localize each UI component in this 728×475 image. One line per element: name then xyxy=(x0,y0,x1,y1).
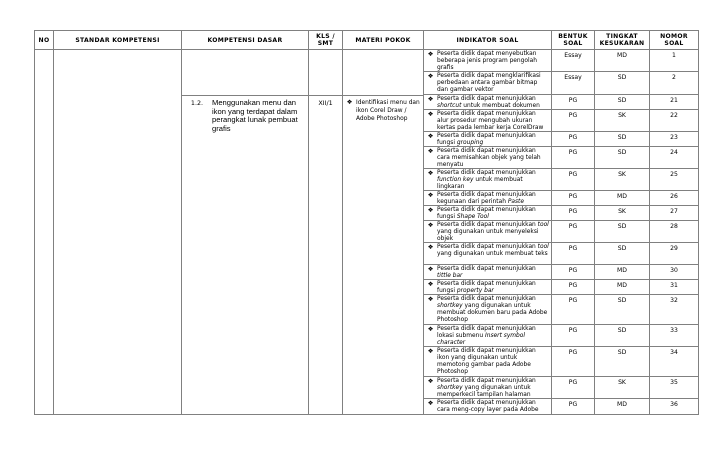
header-kls-line2: SMT xyxy=(317,40,334,47)
kompetensi-dasar-block xyxy=(182,95,308,133)
indikator-text xyxy=(437,206,551,220)
indikator-row xyxy=(424,206,551,221)
nomor-soal-value: 25 xyxy=(650,169,698,191)
indikator-text xyxy=(437,110,551,131)
indikator-text xyxy=(437,243,551,264)
header-bentuk-soal xyxy=(552,31,595,50)
diamond-bullet-icon: ❖ xyxy=(427,348,434,355)
nomor-soal-value: 1 xyxy=(650,50,698,72)
indikator-text-part: Peserta didik dapat menunjukkan alur prosedur mengubah ukuran kertas pada lembar kerja CorelDraw xyxy=(437,111,544,131)
indikator-text-part: Peserta didik dapat menunjukkan xyxy=(437,170,536,176)
diamond-bullet-icon: ❖ xyxy=(427,207,434,214)
bentuk-soal-value: PG xyxy=(552,221,594,243)
header-nomor-soal xyxy=(650,31,699,50)
tingkat-kesukaran-value: SD xyxy=(595,295,649,325)
nomor-soal-value: 23 xyxy=(650,132,698,147)
bentuk-soal-value: PG xyxy=(552,243,594,265)
standar-kompetensi-cell xyxy=(54,50,182,415)
indikator-italic-term: Insert symbol character xyxy=(437,333,526,346)
kompetensi-dasar-cell xyxy=(182,50,309,415)
indikator-italic-term: shortkey xyxy=(437,385,463,392)
tingkat-kesukaran-value: SD xyxy=(595,347,649,377)
indikator-soal-cell xyxy=(424,50,552,415)
diamond-bullet-icon: ❖ xyxy=(427,296,434,303)
header-row xyxy=(35,31,699,50)
indikator-text-part: Peserta didik dapat menunjukkan fungsi xyxy=(437,133,536,146)
indikator-text xyxy=(437,191,551,205)
indikator-row xyxy=(424,377,551,399)
diamond-bullet-icon: ❖ xyxy=(427,111,434,118)
diamond-bullet-icon: ❖ xyxy=(427,51,434,58)
kompetensi-dasar-number: 1.2. xyxy=(190,99,204,107)
indikator-row xyxy=(424,169,551,191)
indikator-row xyxy=(424,280,551,295)
diamond-bullet-icon: ❖ xyxy=(427,266,434,273)
kls-top-block xyxy=(309,50,342,95)
header-nomor-line1: NOMOR xyxy=(660,33,688,40)
bentuk-soal-value: PG xyxy=(552,347,594,377)
tingkat-list xyxy=(595,50,649,414)
tingkat-kesukaran-value: SD xyxy=(595,325,649,347)
header-nomor-line2: SOAL xyxy=(664,40,684,47)
bentuk-soal-value: PG xyxy=(552,377,594,399)
indikator-italic-term: Paste xyxy=(507,199,524,205)
indikator-text xyxy=(437,169,551,190)
header-indikator-soal xyxy=(424,31,552,50)
tingkat-kesukaran-cell xyxy=(595,50,650,415)
header-kls-smt xyxy=(309,31,343,50)
bentuk-soal-value: PG xyxy=(552,110,594,132)
bentuk-soal-value: PG xyxy=(552,206,594,221)
indikator-text-part: yang digunakan untuk membuat dokumen baru pada Adobe Photoshop xyxy=(437,303,548,324)
indikator-row xyxy=(424,347,551,377)
nomor-soal-value: 22 xyxy=(650,110,698,132)
bentuk-soal-value: Essay xyxy=(552,72,594,95)
indikator-text-part: untuk membuat lingkaran xyxy=(437,177,523,190)
tingkat-kesukaran-value: SK xyxy=(595,169,649,191)
bentuk-soal-value: PG xyxy=(552,95,594,110)
indikator-text xyxy=(437,280,551,294)
indikator-text-part: Peserta didik dapat menunjukkan cara meng-copy layer pada Adobe xyxy=(437,400,539,414)
nomor-soal-value: 24 xyxy=(650,147,698,169)
indikator-row xyxy=(424,243,551,265)
bentuk-soal-value: PG xyxy=(552,132,594,147)
nomor-soal-value: 36 xyxy=(670,401,678,408)
indikator-text-part: Peserta didik dapat menyebutkan beberapa jenis program pengolah grafis xyxy=(437,51,537,71)
indikator-italic-term: shortcut xyxy=(437,103,462,109)
kompetensi-dasar-top-block xyxy=(182,50,308,95)
tingkat-kesukaran-value: SD xyxy=(595,147,649,169)
indikator-row xyxy=(424,191,551,206)
indikator-list xyxy=(424,50,551,414)
indikator-text-part: untuk membuat dokumen xyxy=(463,103,540,109)
indikator-text xyxy=(437,295,551,324)
indikator-text xyxy=(437,399,551,414)
indikator-italic-term: property bar xyxy=(456,288,494,294)
nomor-soal-value: 35 xyxy=(650,377,698,399)
indikator-text xyxy=(437,325,551,346)
tingkat-kesukaran-value: SD xyxy=(595,95,649,110)
indikator-row xyxy=(424,50,551,72)
indikator-row xyxy=(424,295,551,325)
indikator-text xyxy=(437,221,551,242)
bentuk-soal-value: PG xyxy=(552,265,594,280)
indikator-italic-term: tittle bar xyxy=(437,273,463,279)
indikator-text-part: yang digunakan untuk memperkecil tampilan halaman xyxy=(437,385,531,398)
no-cell xyxy=(35,50,54,415)
kisi-kisi-table xyxy=(34,30,699,415)
indikator-text xyxy=(437,377,551,398)
diamond-bullet-icon: ❖ xyxy=(427,133,434,140)
header-kls-line1: KLS / xyxy=(316,33,335,40)
indikator-text-part: Peserta didik dapat menunjukkan lokasi submenu xyxy=(437,326,536,340)
bentuk-soal-value: PG xyxy=(552,295,594,325)
header-kompetensi-dasar xyxy=(182,31,309,50)
indikator-text xyxy=(437,50,551,71)
diamond-bullet-icon: ❖ xyxy=(346,99,353,106)
nomor-list xyxy=(650,50,698,414)
indikator-text xyxy=(437,72,551,94)
nomor-soal-value: 21 xyxy=(650,95,698,110)
bentuk-soal-value: PG xyxy=(552,191,594,206)
materi-top-block xyxy=(343,50,423,95)
kls-smt-value: XII/1 xyxy=(309,95,342,107)
nomor-soal-value: 27 xyxy=(650,206,698,221)
header-no xyxy=(35,31,54,50)
indikator-italic-term: function key xyxy=(437,177,474,184)
indikator-italic-term: grouping xyxy=(456,140,484,146)
indikator-text xyxy=(437,147,551,168)
header-bentuk-line1: BENTUK xyxy=(558,33,588,40)
header-materi-pokok xyxy=(343,31,424,50)
indikator-text-part: Peserta didik dapat menunjukkan xyxy=(437,244,538,250)
header-bentuk-line2: SOAL xyxy=(563,40,583,47)
tingkat-kesukaran-value: SD xyxy=(595,72,649,95)
indikator-text xyxy=(437,95,551,109)
indikator-row xyxy=(424,221,551,243)
nomor-soal-value: 30 xyxy=(650,265,698,280)
kls-smt-cell xyxy=(309,50,343,415)
bentuk-soal-value: Essay xyxy=(552,50,594,72)
indikator-text-part: yang digunakan untuk menyeleksi objek xyxy=(437,229,539,242)
indikator-text-part: Peserta didik dapat menunjukkan xyxy=(437,222,538,228)
materi-pokok-text: Identifikasi menu dan ikon Corel Draw / Adobe Photoshop xyxy=(356,100,420,122)
diamond-bullet-icon: ❖ xyxy=(427,326,434,333)
indikator-italic-term: Shape Tool xyxy=(456,214,489,220)
tingkat-kesukaran-value: SK xyxy=(595,110,649,132)
header-ind-label: INDIKATOR SOAL xyxy=(456,36,519,44)
indikator-row xyxy=(424,325,551,347)
diamond-bullet-icon: ❖ xyxy=(427,281,434,288)
tingkat-kesukaran-value: MD xyxy=(595,191,649,206)
header-tingkat-kesukaran xyxy=(595,31,650,50)
nomor-soal-value: 26 xyxy=(650,191,698,206)
diamond-bullet-icon: ❖ xyxy=(427,148,434,155)
header-standar-kompetensi xyxy=(54,31,182,50)
tingkat-kesukaran-value: SK xyxy=(595,206,649,221)
diamond-bullet-icon: ❖ xyxy=(427,96,434,103)
tingkat-kesukaran-value: SK xyxy=(595,377,649,399)
bentuk-soal-value: PG xyxy=(552,325,594,347)
diamond-bullet-icon: ❖ xyxy=(427,170,434,177)
diamond-bullet-icon: ❖ xyxy=(427,400,434,407)
tingkat-kesukaran-value: SD xyxy=(595,243,649,265)
indikator-text xyxy=(437,347,551,376)
nomor-soal-value: 34 xyxy=(650,347,698,377)
diamond-bullet-icon: ❖ xyxy=(427,192,434,199)
indikator-text-part: Peserta didik dapat menunjukkan xyxy=(437,266,536,272)
tingkat-kesukaran-value: SD xyxy=(595,132,649,147)
indikator-text-part: Peserta didik dapat menunjukkan xyxy=(437,296,536,302)
indikator-row xyxy=(424,147,551,169)
indikator-text-part: Peserta didik dapat menunjukkan fungsi xyxy=(437,281,536,294)
materi-pokok-cell xyxy=(343,50,424,415)
indikator-text xyxy=(437,132,551,146)
indikator-text-part: Peserta didik dapat menunjukkan kegunaan dari perintah xyxy=(437,192,536,205)
bentuk-soal-value: PG xyxy=(552,280,594,295)
bentuk-soal-cell xyxy=(552,50,595,415)
indikator-text-part: Peserta didik dapat menunjukkan xyxy=(437,378,536,384)
indikator-row xyxy=(424,72,551,95)
indikator-text-part: Peserta didik dapat menunjukkan xyxy=(437,96,536,102)
indikator-italic-term: tool xyxy=(537,244,549,250)
nomor-soal-cell xyxy=(650,50,699,415)
header-tingkat-line1: TINGKAT xyxy=(606,33,638,40)
kompetensi-dasar-text: Menggunakan menu dan ikon yang terdapat dalam perangkat lunak pembuat grafis xyxy=(212,98,298,133)
bentuk-soal-value: PG xyxy=(552,147,594,169)
indikator-row xyxy=(424,110,551,132)
nomor-soal-value: 28 xyxy=(650,221,698,243)
bentuk-soal-value: PG xyxy=(552,169,594,191)
diamond-bullet-icon: ❖ xyxy=(427,244,434,251)
tingkat-kesukaran-value: SD xyxy=(595,221,649,243)
indikator-italic-term: shortkey xyxy=(437,303,463,310)
indikator-row xyxy=(424,399,551,414)
tingkat-kesukaran-value: MD xyxy=(595,265,649,280)
diamond-bullet-icon: ❖ xyxy=(427,73,434,80)
nomor-soal-value: 33 xyxy=(650,325,698,347)
diamond-bullet-icon: ❖ xyxy=(427,222,434,229)
indikator-text-part: yang digunakan untuk membuat teks xyxy=(437,251,548,258)
tingkat-kesukaran-value: MD xyxy=(595,280,649,295)
bentuk-soal-value: PG xyxy=(568,401,578,408)
indikator-text-part: Peserta didik dapat menunjukkan fungsi xyxy=(437,207,536,220)
indikator-row xyxy=(424,95,551,110)
nomor-soal-value: 31 xyxy=(650,280,698,295)
header-mp-label: MATERI POKOK xyxy=(355,36,411,44)
body-row xyxy=(35,50,699,415)
bentuk-list xyxy=(552,50,594,414)
diamond-bullet-icon: ❖ xyxy=(427,378,434,385)
tingkat-kesukaran-value: MD xyxy=(617,401,627,408)
nomor-soal-value: 32 xyxy=(650,295,698,325)
indikator-row xyxy=(424,265,551,280)
nomor-soal-value: 2 xyxy=(650,72,698,95)
indikator-text-part: Peserta didik dapat mengklarifikasi perbedaan antara gambar bitmap dan gambar vektor xyxy=(437,73,541,94)
header-tingkat-line2: KESUKARAN xyxy=(599,40,645,47)
indikator-row xyxy=(424,132,551,147)
header-kd-label: KOMPETENSI DASAR xyxy=(207,36,283,44)
header-sk-label: STANDAR KOMPETENSI xyxy=(75,36,160,44)
indikator-italic-term: tool xyxy=(537,222,549,228)
indikator-text xyxy=(437,265,551,279)
header-no-label: NO xyxy=(38,36,50,44)
tingkat-kesukaran-value: MD xyxy=(595,50,649,72)
indikator-text-part: Peserta didik dapat menunjukkan ikon yang digunakan untuk memotong gambar pada Adobe Photoshop xyxy=(437,348,536,376)
materi-pokok-block xyxy=(343,95,423,123)
indikator-text-part: Peserta didik dapat menunjukkan cara memisahkan objek yang telah menyatu xyxy=(437,148,541,168)
nomor-soal-value: 29 xyxy=(650,243,698,265)
